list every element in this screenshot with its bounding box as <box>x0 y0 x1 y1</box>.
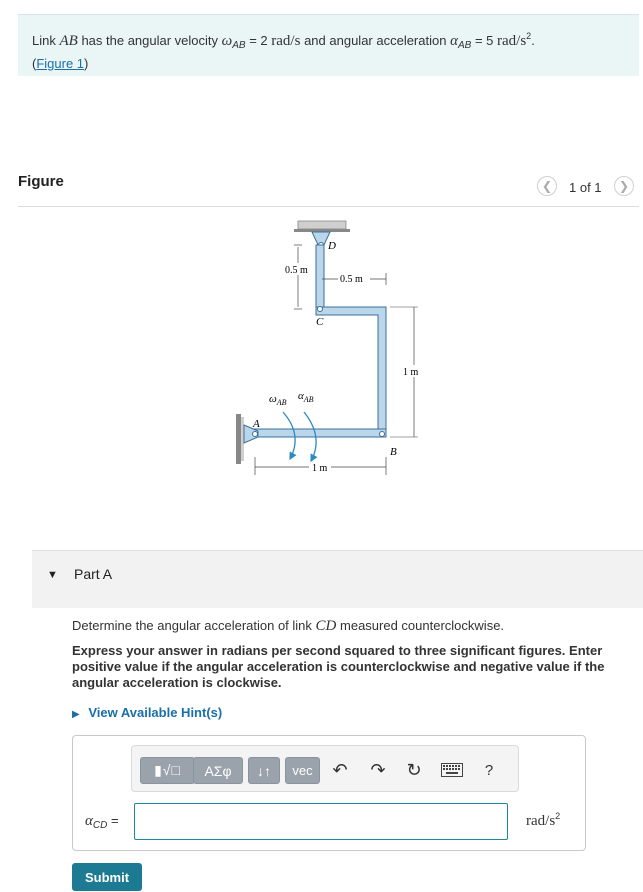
alpha-label-subscript: AB <box>303 395 314 404</box>
answer-unit-exponent: 2 <box>555 811 561 821</box>
dim-label-cd: 0.5 m <box>285 265 308 276</box>
alpha-unit: rad/s <box>497 33 527 49</box>
omega-unit: rad/s <box>271 33 301 49</box>
figure-title: Figure <box>18 173 64 190</box>
answer-unit-text: rad/s <box>526 813 556 829</box>
collapse-caret-icon[interactable]: ▼ <box>47 569 58 581</box>
statement-text-3: and angular acceleration <box>304 33 447 48</box>
omega-value: = 2 <box>249 33 268 48</box>
keyboard-glyph <box>441 763 463 777</box>
statement-text-2: has the angular velocity <box>81 33 219 48</box>
label-d: D <box>328 240 336 252</box>
label-a: A <box>253 418 260 430</box>
alpha-label-symbol: α <box>298 390 304 402</box>
answer-unit <box>526 811 560 830</box>
submit-button[interactable]: Submit <box>72 863 142 891</box>
undo-icon[interactable]: ↶ <box>332 759 348 780</box>
alpha-value: = 5 <box>474 33 494 48</box>
problem-statement <box>18 14 639 76</box>
reset-icon[interactable]: ↻ <box>406 759 422 780</box>
omega-symbol: ω <box>221 33 233 49</box>
arrows-button[interactable]: ↓↑ <box>248 757 280 784</box>
chevron-right-icon: ❯ <box>618 179 630 193</box>
figure-link[interactable]: Figure 1 <box>36 56 85 71</box>
answer-subscript: CD <box>92 820 108 831</box>
omega-label-symbol: ω <box>269 393 277 405</box>
figure-link-close: ) <box>84 56 89 71</box>
templates-icon: ▮√□ <box>154 762 181 778</box>
statement-text-1: Link <box>32 33 56 48</box>
dim-label-cb: 0.5 m <box>340 274 363 285</box>
hint-label: View Available Hint(s) <box>88 705 223 720</box>
link-cd-symbol: CD <box>315 618 337 634</box>
answer-label <box>85 813 119 831</box>
omega-subscript: AB <box>232 40 246 51</box>
pin-c <box>318 307 323 312</box>
answer-input[interactable] <box>134 803 508 840</box>
link-ab-symbol: AB <box>59 33 78 49</box>
dim-label-vertical: 1 m <box>403 367 419 378</box>
link-cd <box>316 245 324 309</box>
view-hints-link[interactable] <box>72 705 222 720</box>
answer-equals: = <box>110 813 119 828</box>
alpha-symbol: α <box>450 33 458 49</box>
mechanism-figure <box>0 207 643 547</box>
omega-label-subscript: AB <box>276 398 287 407</box>
omega-label <box>269 393 287 407</box>
label-c: C <box>316 316 324 328</box>
part-a-label: Part A <box>74 566 113 582</box>
statement-period: . <box>531 33 535 48</box>
dim-label-ab: 1 m <box>312 463 328 474</box>
alpha-label <box>298 390 314 404</box>
answer-alpha-symbol: α <box>85 813 93 829</box>
redo-icon[interactable]: ↷ <box>370 759 386 780</box>
figure-page-count: 1 of 1 <box>569 180 602 195</box>
question-suffix: measured counterclockwise. <box>340 618 505 633</box>
templates-button[interactable] <box>140 757 195 784</box>
help-button[interactable]: ? <box>484 761 494 779</box>
question-prefix: Determine the angular acceleration of link <box>72 618 312 633</box>
alpha-unit-exponent: 2 <box>526 31 532 41</box>
link-ab <box>252 429 386 437</box>
vector-button[interactable]: vec <box>285 757 320 784</box>
figure-next-button[interactable] <box>614 176 634 196</box>
pin-b <box>380 432 385 437</box>
question-text <box>72 617 632 635</box>
part-a-header[interactable] <box>32 550 643 608</box>
answer-instructions: Express your answer in radians per second squared to three significant figures. Enter positive value if the angular acceleration is counterclockwise and negative value if the angular acceleration is clockwise. <box>72 643 605 690</box>
link-cb <box>316 307 386 437</box>
figure-prev-button[interactable] <box>537 176 557 196</box>
alpha-subscript: AB <box>457 40 472 51</box>
math-toolbar <box>131 745 519 792</box>
keyboard-icon[interactable] <box>439 759 465 781</box>
greek-symbols-button[interactable]: ΑΣφ <box>193 757 243 784</box>
ceiling-support <box>294 221 350 248</box>
hint-caret-icon: ▶ <box>72 709 80 720</box>
figure-link-open: ( <box>32 56 37 71</box>
label-b: B <box>390 446 397 458</box>
chevron-left-icon: ❮ <box>541 179 553 193</box>
